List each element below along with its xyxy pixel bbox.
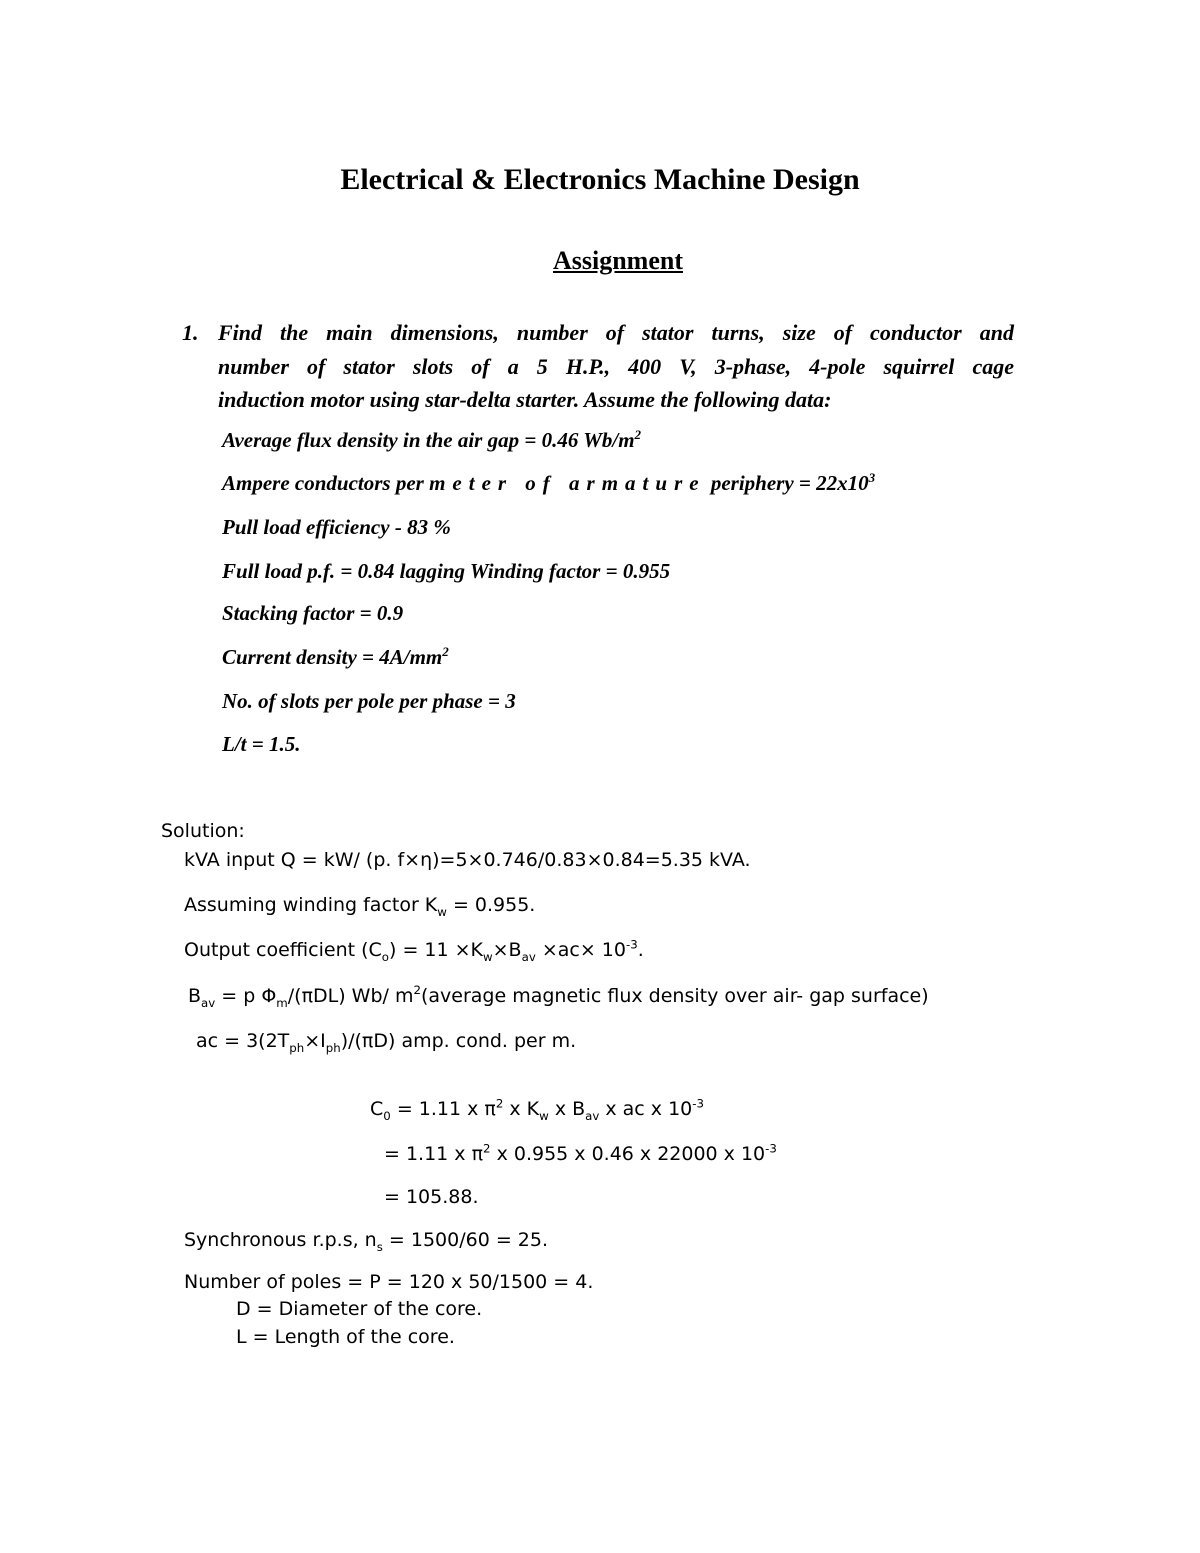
solution-heading: Solution: [161,820,245,842]
solution-winding-factor: Assuming winding factor $K_w = 0.955$. [184,894,536,919]
solution-ac-definition: ac = $3(2T_{ph}\times I_{ph})/(\pi D)$ amp. cond. per m. [196,1030,577,1055]
question-text-line-1: Find the main dimensions, number of stator turns, size of conductor and [218,320,1014,345]
given-power-factor: Full load p.f. = 0.84 lagging Winding factor = 0.955 [222,559,671,583]
solution-kva-input: kVA input Q = kW/ (p. f×η)=5×0.746/0.83×0.84=5.35 kVA. [184,849,751,871]
given-stacking-factor: Stacking factor = 0.9 [222,601,404,625]
equation-co-substitution: = 1.11 x $\pi^2$ x 0.955 x 0.46 x 22000 x $10^{-3}$ [384,1141,777,1165]
equation-co-formula: $C_0 = 1.11$ x $\pi^2$ x $K_w$ x $B_{av}$ x ac x $10^{-3}$ [370,1096,704,1123]
definition-length: L = Length of the core. [236,1326,455,1348]
solution-synchronous-speed: Synchronous r.p.s, $n_s = 1500/60 = 25$. [184,1229,549,1254]
assignment-heading: Assignment [552,246,683,275]
given-ampere-conductors: Ampere conductors per meter of armature periphery = $22x10^3$ [222,470,876,495]
solution-output-coefficient: Output coefficient $(C_o) = 11 \times K_w\times B_{av} \times ac\times 10^{-3}$. [184,937,644,964]
solution-number-of-poles: Number of poles = P = 120 x 50/1500 = 4. [184,1271,594,1293]
given-slots-per-pole: No. of slots per pole per phase = 3 [222,689,516,713]
given-length-ratio: L/t = 1.5. [222,732,301,756]
equation-co-result: = 105.88. [384,1186,479,1208]
document-title: Electrical & Electronics Machine Design [340,163,860,196]
question-text-line-2: number of stator slots of a 5 H.P., 400 V, 3-phase, 4-pole squirrel cage [218,354,1014,379]
definition-diameter: D = Diameter of the core. [236,1298,483,1320]
question-text-line-3: induction motor using star-delta starter. Assume the following data: [218,387,832,412]
question-number: 1. [182,320,199,345]
solution-bav-definition: $B_{av} = p$ $\Phi_m/(\pi DL)$ Wb/ $m^2(average$ magnetic flux density over air- gap surface) [188,983,929,1010]
given-flux-density: Average flux density in the air gap = 0.46 $Wb/m^2$ [222,427,642,452]
given-current-density: Current density = $4A/mm^2$ [222,644,449,669]
given-efficiency: Pull load efficiency - 83 % [222,515,451,539]
